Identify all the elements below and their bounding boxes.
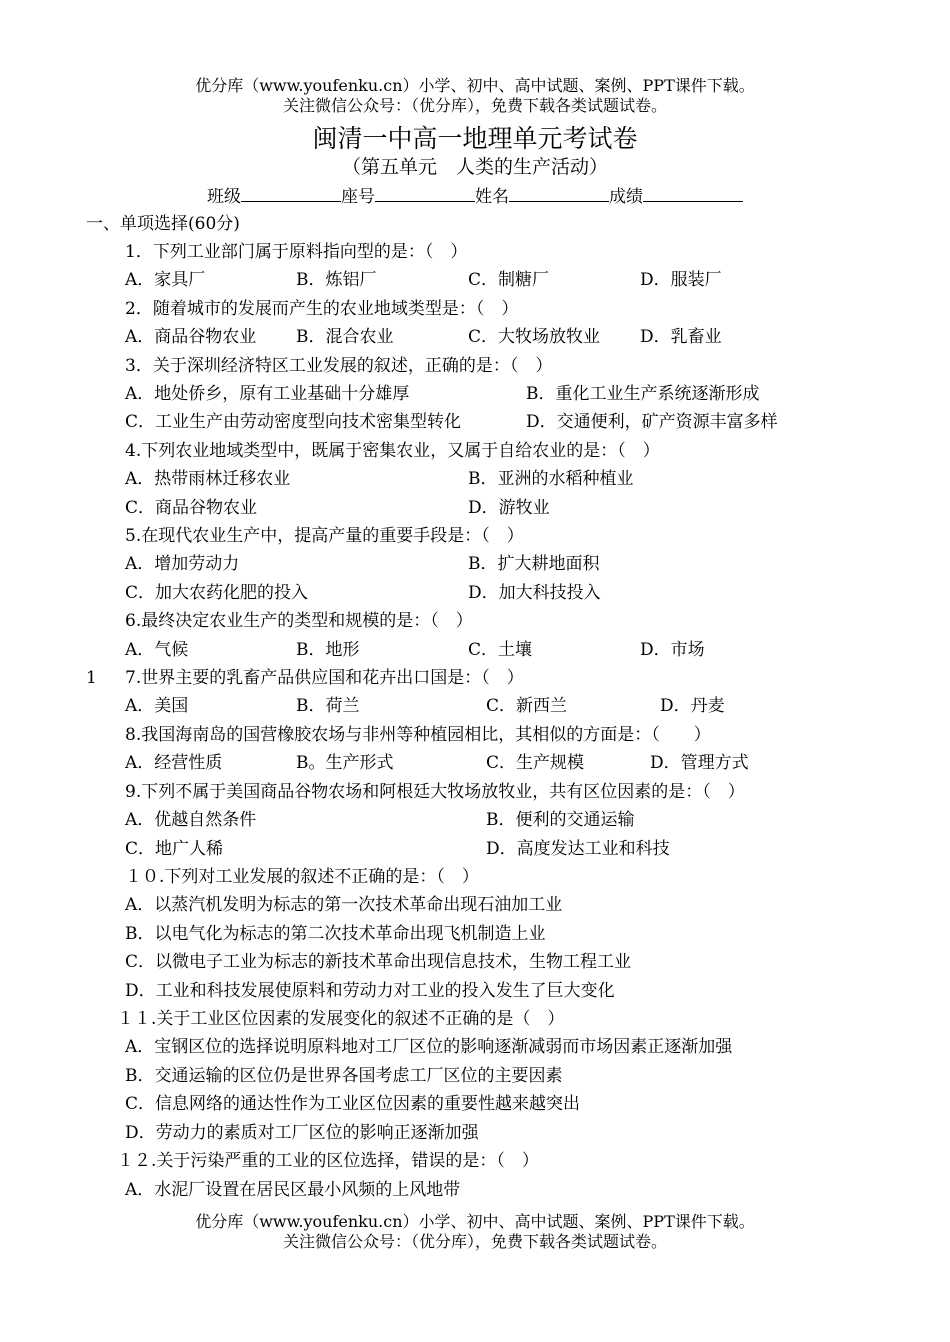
question-4-stem: 4.下列农业地域类型中，既属于密集农业，又属于自给农业的是：（ ） [125, 441, 660, 461]
question-3-stem: 3．关于深圳经济特区工业发展的叙述，正确的是：（ ） [125, 356, 553, 376]
student-info-line [0, 185, 950, 208]
question-7-option-c: C．新西兰 [486, 696, 568, 716]
question-1-stem: 1．下列工业部门属于原料指向型的是：（ ） [125, 242, 468, 262]
question-10-option-b: B．以电气化为标志的第二次技术革命出现飞机制造上业 [125, 924, 546, 944]
question-11-option-a: A．宝钢区位的选择说明原料地对工厂区位的影响逐渐减弱而市场因素正逐渐加强 [125, 1037, 733, 1057]
page-title: 闽清一中高一地理单元考试卷 [312, 124, 638, 153]
question-11-option-c: C．信息网络的通达性作为工业区位因素的重要性越来越突出 [125, 1094, 581, 1114]
question-5-option-d: D．加大科技投入 [468, 583, 601, 603]
seat-blank[interactable] [375, 185, 475, 202]
page-subtitle: （第五单元 人类的生产活动） [341, 156, 608, 178]
question-4-option-c: C．商品谷物农业 [125, 498, 258, 518]
name-blank[interactable] [509, 185, 609, 202]
question-1-option-a: A．家具厂 [125, 270, 206, 290]
question-6-option-d: D．市场 [640, 640, 705, 660]
question-5-option-a: A．增加劳动力 [125, 554, 240, 574]
class-blank[interactable] [241, 185, 341, 202]
header-line-2: 关注微信公众号：（优分库），免费下载各类试题试卷。 [282, 96, 667, 115]
question-2-stem: 2．随着城市的发展而产生的农业地域类型是：（ ） [125, 299, 519, 319]
question-6-option-b: B．地形 [296, 640, 360, 660]
question-12-option-a: A．水泥厂设置在居民区最小风频的上风地带 [125, 1180, 461, 1200]
question-9-stem: 9.下列不属于美国商品谷物农场和阿根廷大牧场放牧业，共有区位因素的是：（ ） [125, 782, 745, 802]
question-4-option-a: A．热带雨林迁移农业 [125, 469, 291, 489]
question-8-option-c: C．生产规模 [486, 753, 585, 773]
question-1-option-c: C．制糖厂 [468, 270, 550, 290]
question-8-stem: 8.我国海南岛的国营橡胶农场与非州等种植园相比，其相似的方面是：（ ） [125, 725, 711, 745]
question-2-option-b: B．混合农业 [296, 327, 394, 347]
question-5-option-b: B．扩大耕地面积 [468, 554, 600, 574]
question-6-option-a: A．气候 [125, 640, 189, 660]
question-5-option-c: C．加大农药化肥的投入 [125, 583, 309, 603]
question-2-option-d: D．乳畜业 [640, 327, 722, 347]
question-3-option-a: A．地处侨乡，原有工业基础十分雄厚 [125, 384, 410, 404]
section-heading: 一、单项选择(60分) [86, 214, 240, 234]
question-10-option-a: A．以蒸汽机发明为标志的第一次技术革命出现石油加工业 [125, 895, 563, 915]
question-8-option-d: D．管理方式 [650, 753, 749, 773]
header-line-1: 优分库（www.youfenku.cn）小学、初中、高中试题、案例、PPT课件下载。 [195, 76, 755, 95]
question-11-option-b: B．交通运输的区位仍是世界各国考虑工厂区位的主要因素 [125, 1066, 563, 1086]
seat-label: 座号 [341, 187, 375, 207]
question-1-option-b: B．炼铝厂 [296, 270, 377, 290]
score-label: 成绩 [609, 187, 643, 207]
footer-line-2: 关注微信公众号：（优分库），免费下载各类试题试卷。 [282, 1232, 667, 1251]
question-9-option-b: B．便利的交通运输 [486, 810, 635, 830]
question-4-option-d: D．游牧业 [468, 498, 550, 518]
class-label: 班级 [207, 187, 241, 207]
question-1-option-d: D．服装厂 [640, 270, 722, 290]
question-12-stem: １２.关于污染严重的工业的区位选择，错误的是：（ ） [117, 1151, 539, 1171]
question-7-option-a: A．美国 [125, 696, 189, 716]
question-11-stem: １１.关于工业区位因素的发展变化的叙述不正确的是（ ） [117, 1009, 565, 1029]
question-9-option-a: A．优越自然条件 [125, 810, 257, 830]
name-label: 姓名 [475, 187, 509, 207]
question-3-option-d: D．交通便利，矿产资源丰富多样 [526, 412, 778, 432]
question-10-stem: １０.下列对工业发展的叙述不正确的是：（ ） [125, 867, 479, 887]
question-9-option-d: D．高度发达工业和科技 [486, 839, 670, 859]
question-2-option-c: C．大牧场放牧业 [468, 327, 601, 347]
footer-line-1: 优分库（www.youfenku.cn）小学、初中、高中试题、案例、PPT课件下载。 [195, 1212, 755, 1231]
question-2-option-a: A．商品谷物农业 [125, 327, 257, 347]
question-6-option-c: C．土壤 [468, 640, 533, 660]
question-3-option-c: C．工业生产由劳动密度型向技术密集型转化 [125, 412, 462, 432]
question-4-option-b: B．亚洲的水稻种植业 [468, 469, 634, 489]
question-7-option-d: D．丹麦 [660, 696, 725, 716]
question-8-option-b: B。生产形式 [296, 753, 394, 773]
question-7-option-b: B．荷兰 [296, 696, 360, 716]
question-7-stem: 7.世界主要的乳畜产品供应国和花卉出口国是：（ ） [125, 668, 524, 688]
question-11-option-d: D．劳动力的素质对工厂区位的影响正逐渐加强 [125, 1123, 479, 1143]
question-5-stem: 5.在现代农业生产中，提高产量的重要手段是：（ ） [125, 526, 524, 546]
question-8-option-a: A．经营性质 [125, 753, 223, 773]
question-6-stem: 6.最终决定农业生产的类型和规模的是：（ ） [125, 611, 473, 631]
question-10-option-d: D．工业和科技发展使原料和劳动力对工业的投入发生了巨大变化 [125, 981, 615, 1001]
question-9-option-c: C．地广人稀 [125, 839, 224, 859]
score-blank[interactable] [643, 185, 743, 202]
question-3-option-b: B．重化工业生产系统逐渐形成 [526, 384, 760, 404]
question-10-option-c: C．以微电子工业为标志的新技术革命出现信息技术，生物工程工业 [125, 952, 632, 972]
page-number: 1 [86, 668, 97, 688]
